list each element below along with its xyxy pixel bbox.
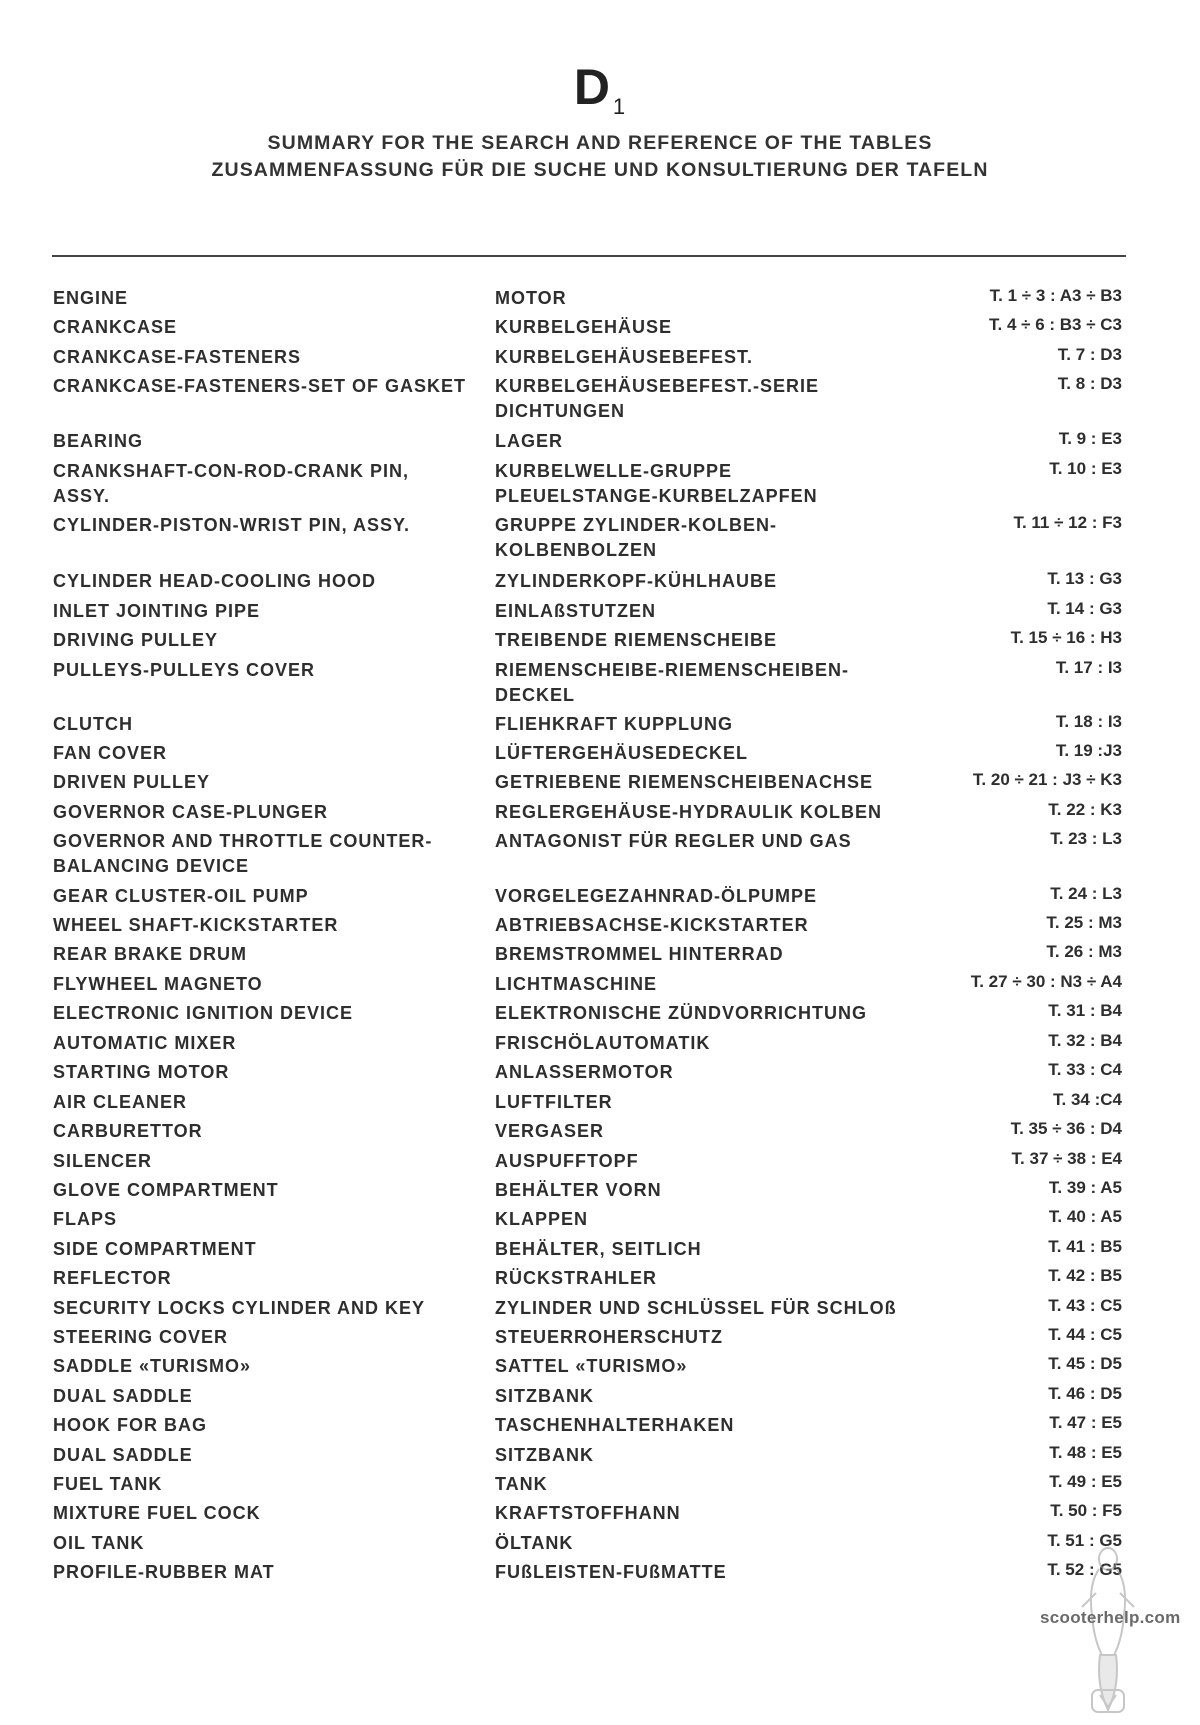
row-component-de: LUFTFILTER: [495, 1092, 613, 1112]
row-table-reference: T. 42 : B5: [1048, 1266, 1122, 1285]
row-component-en: GOVERNOR CASE-PLUNGER: [53, 802, 329, 822]
row-table-reference: T. 27 ÷ 30 : N3 ÷ A4: [970, 972, 1122, 991]
row-table-reference: T. 35 ÷ 36 : D4: [1010, 1119, 1122, 1138]
row-table-reference: T. 14 : G3: [1047, 599, 1122, 618]
row-component-en: WHEEL SHAFT-KICKSTARTER: [53, 915, 339, 935]
row-component-de: KURBELGEHÄUSEBEFEST.: [495, 347, 754, 367]
page-code-sub: 1: [612, 94, 627, 119]
row-component-en: CRANKCASE: [53, 317, 178, 337]
scooter-rider-logo: [1078, 1545, 1138, 1720]
heading-german: ZUSAMMENFASSUNG FÜR DIE SUCHE UND KONSULTIERUNG DER TAFELN: [211, 159, 989, 181]
row-component-en: MIXTURE FUEL COCK: [53, 1503, 261, 1523]
row-table-reference: T. 43 : C5: [1048, 1296, 1122, 1315]
row-component-en: FUEL TANK: [53, 1474, 163, 1494]
row-component-de: SATTEL «TURISMO»: [495, 1356, 688, 1376]
row-component-de: KRAFTSTOFFHANN: [495, 1503, 681, 1523]
row-component-en: ELECTRONIC IGNITION DEVICE: [53, 1003, 354, 1023]
row-component-de: VERGASER: [495, 1121, 605, 1141]
row-table-reference: T. 44 : C5: [1048, 1325, 1122, 1344]
row-table-reference: T. 23 : L3: [1050, 829, 1122, 848]
row-component-de: BREMSTROMMEL HINTERRAD: [495, 944, 784, 964]
row-component-en: FLAPS: [53, 1209, 118, 1229]
row-component-de: TREIBENDE RIEMENSCHEIBE: [495, 630, 778, 650]
row-component-en: DUAL SADDLE: [53, 1386, 193, 1406]
row-component-de: LÜFTERGEHÄUSEDECKEL: [495, 743, 749, 763]
row-table-reference: T. 1 ÷ 3 : A3 ÷ B3: [989, 286, 1122, 305]
row-component-en: CLUTCH: [53, 714, 133, 734]
row-component-en: GOVERNOR AND THROTTLE COUNTER- BALANCING DEVICE: [53, 831, 433, 876]
row-component-en: DRIVEN PULLEY: [53, 772, 211, 792]
row-component-de: ELEKTRONISCHE ZÜNDVORRICHTUNG: [495, 1003, 868, 1023]
row-component-de: TANK: [495, 1474, 548, 1494]
row-component-en: CRANKCASE-FASTENERS: [53, 347, 302, 367]
row-component-de: LICHTMASCHINE: [495, 974, 657, 994]
row-component-de: ANTAGONIST FÜR REGLER UND GAS: [495, 831, 852, 851]
row-component-de: SITZBANK: [495, 1386, 594, 1406]
row-component-en: AUTOMATIC MIXER: [53, 1033, 237, 1053]
row-component-de: REGLERGEHÄUSE-HYDRAULIK KOLBEN: [495, 802, 883, 822]
row-table-reference: T. 40 : A5: [1048, 1207, 1122, 1226]
watermark-text: scooterhelp.com: [1040, 1608, 1181, 1627]
row-table-reference: T. 45 : D5: [1048, 1354, 1122, 1373]
row-table-reference: T. 25 : M3: [1046, 913, 1122, 932]
row-table-reference: T. 50 : F5: [1050, 1501, 1122, 1520]
row-component-de: RÜCKSTRAHLER: [495, 1268, 657, 1288]
row-component-en: BEARING: [53, 431, 144, 451]
row-table-reference: T. 41 : B5: [1048, 1237, 1122, 1256]
row-component-de: MOTOR: [495, 288, 567, 308]
row-table-reference: T. 46 : D5: [1048, 1384, 1122, 1403]
row-component-en: SADDLE «TURISMO»: [53, 1356, 252, 1376]
row-component-en: SILENCER: [53, 1151, 153, 1171]
row-table-reference: T. 49 : E5: [1049, 1472, 1122, 1491]
row-component-en: SIDE COMPARTMENT: [53, 1239, 257, 1259]
row-component-en: SECURITY LOCKS CYLINDER AND KEY: [53, 1298, 426, 1318]
row-table-reference: T. 11 ÷ 12 : F3: [1013, 513, 1122, 532]
row-table-reference: T. 7 : D3: [1057, 345, 1122, 364]
row-component-de: SITZBANK: [495, 1445, 594, 1465]
row-table-reference: T. 31 : B4: [1048, 1001, 1122, 1020]
page-code-letter: D: [573, 59, 611, 115]
row-table-reference: T. 10 : E3: [1049, 459, 1122, 478]
row-table-reference: T. 47 : E5: [1049, 1413, 1122, 1432]
row-component-en: HOOK FOR BAG: [53, 1415, 207, 1435]
row-component-en: GLOVE COMPARTMENT: [53, 1180, 279, 1200]
row-component-en: DRIVING PULLEY: [53, 630, 219, 650]
row-component-de: KURBELWELLE-GRUPPE PLEUELSTANGE-KURBELZAPFEN: [495, 461, 818, 506]
row-table-reference: T. 15 ÷ 16 : H3: [1010, 628, 1122, 647]
row-component-de: EINLAßSTUTZEN: [495, 601, 656, 621]
row-component-de: ANLASSERMOTOR: [495, 1062, 674, 1082]
row-component-en: CRANKSHAFT-CON-ROD-CRANK PIN, ASSY.: [53, 461, 409, 506]
row-table-reference: T. 26 : M3: [1046, 942, 1122, 961]
row-table-reference: T. 48 : E5: [1049, 1443, 1122, 1462]
row-component-de: ZYLINDERKOPF-KÜHLHAUBE: [495, 571, 777, 591]
row-table-reference: T. 20 ÷ 21 : J3 ÷ K3: [972, 770, 1122, 789]
row-component-en: STEERING COVER: [53, 1327, 229, 1347]
row-component-en: PULLEYS-PULLEYS COVER: [53, 660, 316, 680]
row-component-en: FAN COVER: [53, 743, 168, 763]
row-component-de: KURBELGEHÄUSEBEFEST.-SERIE DICHTUNGEN: [495, 376, 820, 421]
row-component-de: STEUERROHERSCHUTZ: [495, 1327, 724, 1347]
row-component-de: VORGELEGEZAHNRAD-ÖLPUMPE: [495, 886, 818, 906]
row-table-reference: T. 8 : D3: [1057, 374, 1122, 393]
row-component-en: STARTING MOTOR: [53, 1062, 230, 1082]
page-code: [0, 58, 1200, 120]
heading-english: SUMMARY FOR THE SEARCH AND REFERENCE OF THE TABLES: [267, 132, 933, 154]
divider-rule: [52, 255, 1126, 257]
row-table-reference: T. 13 : G3: [1047, 569, 1122, 588]
row-component-de: KURBELGEHÄUSE: [495, 317, 673, 337]
row-component-en: CYLINDER HEAD-COOLING HOOD: [53, 571, 376, 591]
row-component-de: ÖLTANK: [495, 1533, 574, 1553]
row-component-en: INLET JOINTING PIPE: [53, 601, 261, 621]
row-component-de: RIEMENSCHEIBE-RIEMENSCHEIBEN- DECKEL: [495, 660, 850, 705]
row-component-de: FLIEHKRAFT KUPPLUNG: [495, 714, 733, 734]
row-component-de: GRUPPE ZYLINDER-KOLBEN- KOLBENBOLZEN: [495, 515, 778, 560]
row-component-en: REAR BRAKE DRUM: [53, 944, 247, 964]
row-component-en: ENGINE: [53, 288, 129, 308]
row-component-de: FRISCHÖLAUTOMATIK: [495, 1033, 711, 1053]
row-table-reference: T. 4 ÷ 6 : B3 ÷ C3: [989, 315, 1122, 334]
row-component-en: DUAL SADDLE: [53, 1445, 193, 1465]
row-component-de: BEHÄLTER VORN: [495, 1180, 662, 1200]
row-component-de: AUSPUFFTOPF: [495, 1151, 639, 1171]
row-table-reference: T. 33 : C4: [1048, 1060, 1122, 1079]
row-table-reference: T. 19 :J3: [1055, 741, 1122, 760]
row-table-reference: T. 32 : B4: [1048, 1031, 1122, 1050]
row-component-en: AIR CLEANER: [53, 1092, 188, 1112]
row-table-reference: T. 17 : I3: [1055, 658, 1122, 677]
row-component-en: GEAR CLUSTER-OIL PUMP: [53, 886, 309, 906]
row-component-de: FUßLEISTEN-FUßMATTE: [495, 1562, 727, 1582]
row-table-reference: T. 52 : G5: [1047, 1560, 1122, 1579]
row-table-reference: T. 37 ÷ 38 : E4: [1011, 1149, 1122, 1168]
row-component-en: CYLINDER-PISTON-WRIST PIN, ASSY.: [53, 515, 411, 535]
row-table-reference: T. 34 :C4: [1053, 1090, 1122, 1109]
row-table-reference: T. 22 : K3: [1048, 800, 1122, 819]
row-component-de: ZYLINDER UND SCHLÜSSEL FÜR SCHLOß: [495, 1298, 897, 1318]
row-table-reference: T. 18 : I3: [1055, 712, 1122, 731]
row-component-en: CRANKCASE-FASTENERS-SET OF GASKET: [53, 376, 467, 396]
row-table-reference: T. 24 : L3: [1050, 884, 1122, 903]
row-component-de: TASCHENHALTERHAKEN: [495, 1415, 735, 1435]
row-component-en: FLYWHEEL MAGNETO: [53, 974, 263, 994]
row-component-de: BEHÄLTER, SEITLICH: [495, 1239, 702, 1259]
row-table-reference: T. 51 : G5: [1047, 1531, 1122, 1550]
row-component-en: OIL TANK: [53, 1533, 145, 1553]
row-table-reference: T. 39 : A5: [1048, 1178, 1122, 1197]
row-table-reference: T. 9 : E3: [1058, 429, 1122, 448]
row-component-en: REFLECTOR: [53, 1268, 172, 1288]
row-component-de: ABTRIEBSACHSE-KICKSTARTER: [495, 915, 809, 935]
row-component-de: KLAPPEN: [495, 1209, 589, 1229]
row-component-de: LAGER: [495, 431, 563, 451]
row-component-de: GETRIEBENE RIEMENSCHEIBENACHSE: [495, 772, 874, 792]
row-component-en: CARBURETTOR: [53, 1121, 203, 1141]
row-component-en: PROFILE-RUBBER MAT: [53, 1562, 275, 1582]
